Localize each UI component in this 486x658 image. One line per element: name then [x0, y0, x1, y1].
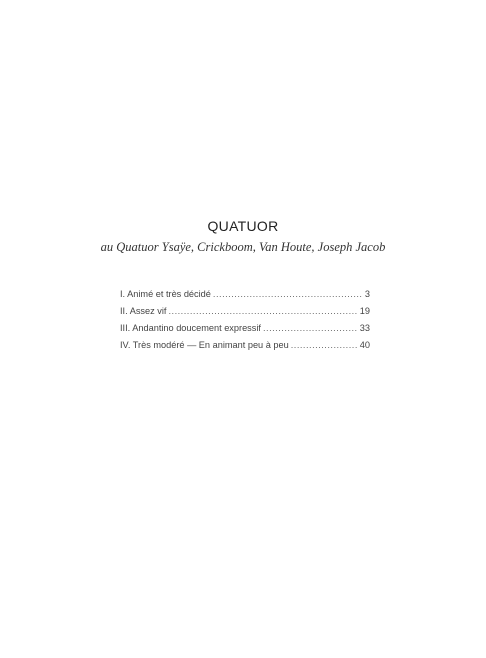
toc-entry	[120, 289, 370, 306]
toc-entry-label: IV. Très modéré — En animant peu à peu	[120, 340, 289, 350]
toc-entry-label: III. Andantino doucement expressif	[120, 323, 261, 333]
page-title: QUATUOR	[207, 218, 279, 234]
toc-entry-page: 3	[364, 289, 370, 299]
toc-entry-page: 40	[359, 340, 370, 350]
toc-leader-dots	[213, 289, 363, 299]
toc-leader-dots	[291, 340, 358, 350]
toc-entry	[120, 323, 370, 340]
toc-entry-page: 33	[359, 323, 370, 333]
toc-entry	[120, 340, 370, 357]
toc-entry-label: I. Animé et très décidé	[120, 289, 211, 299]
table-of-contents	[120, 289, 370, 357]
dedication: au Quatuor Ysaÿe, Crickboom, Van Houte, Joseph Jacob	[100, 240, 386, 254]
toc-entry-label: II. Assez vif	[120, 306, 167, 316]
toc-entry-page: 19	[359, 306, 370, 316]
toc-leader-dots	[168, 306, 357, 316]
toc-entry	[120, 306, 370, 323]
toc-leader-dots	[263, 323, 358, 333]
